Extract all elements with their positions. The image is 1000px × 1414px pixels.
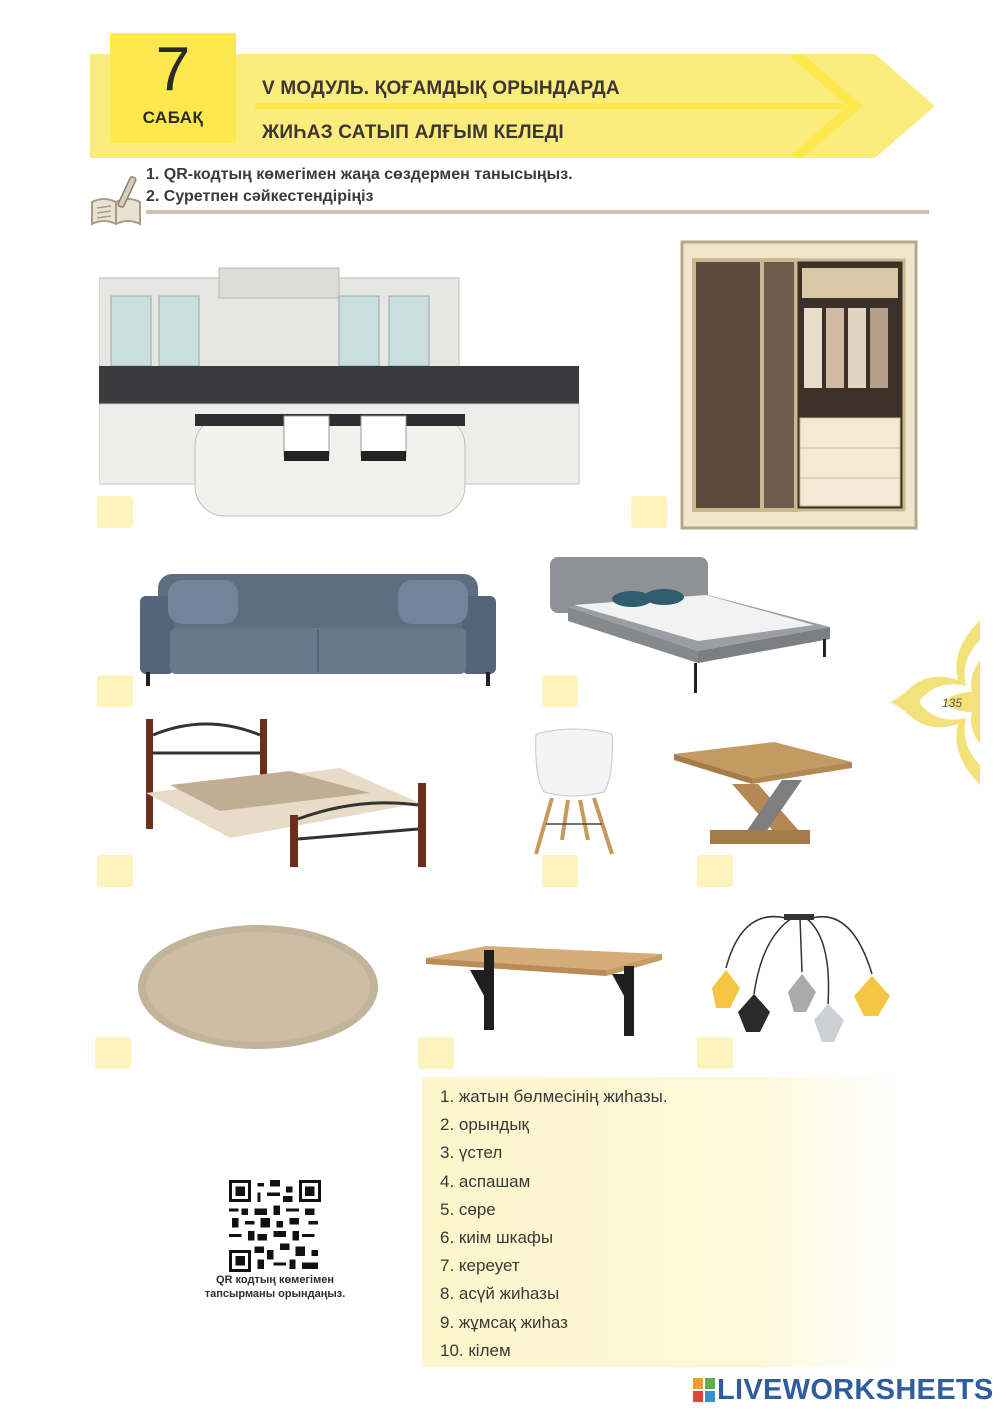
lesson-number: 7 — [155, 35, 191, 104]
qr-caption — [170, 1273, 380, 1301]
answer-box-rug[interactable] — [95, 1037, 131, 1069]
list-item: 8. асүй жиһазы — [440, 1284, 560, 1304]
answer-box-kitchen[interactable] — [97, 496, 133, 528]
sofa-image — [140, 568, 496, 688]
answer-box-wardrobe[interactable] — [631, 496, 667, 528]
list-item: 6. киім шкафы — [440, 1228, 554, 1248]
answer-box-shelf[interactable] — [418, 1037, 454, 1069]
lesson-label: САБАҚ — [142, 108, 204, 127]
live-blocks-icon — [693, 1378, 715, 1402]
page-number: 135 — [942, 696, 963, 710]
list-item: 5. сөре — [440, 1199, 496, 1219]
list-item: 2. орындық — [440, 1115, 529, 1135]
lesson-badge — [110, 33, 236, 143]
kazakh-ornament-icon — [888, 620, 980, 785]
module-title: V МОДУЛЬ. ҚОҒАМДЫҚ ОРЫНДАРДА — [262, 78, 620, 99]
answer-box-upholstered-bed[interactable] — [542, 675, 578, 707]
answer-box-chair[interactable] — [542, 855, 578, 887]
instruction-2: 2. Суретпен сәйкестендіріңіз — [146, 188, 374, 205]
qr-caption-line-1: QR кодтың көмегімен — [216, 1274, 334, 1286]
answer-box-lamp[interactable] — [697, 1037, 733, 1069]
kitchen-image — [99, 266, 581, 520]
upholstered-bed-image — [548, 555, 833, 695]
notebook-pencil-icon — [88, 172, 146, 228]
answer-box-table[interactable] — [697, 855, 733, 887]
list-item: 3. үстел — [440, 1143, 503, 1163]
instruction-1: 1. QR-кодтың көмегімен жаңа сөздермен танысыңыз. — [146, 166, 573, 183]
rug-image — [136, 922, 381, 1052]
divider — [146, 210, 929, 214]
list-item: 4. аспашам — [440, 1171, 531, 1191]
list-item: 9. жұмсақ жиһаз — [440, 1312, 568, 1332]
lesson-title: ЖИҺАЗ САТЫП АЛҒЫМ КЕЛЕДІ — [262, 122, 564, 143]
pendant-lamp-image — [702, 908, 898, 1046]
list-item: 7. кереует — [440, 1256, 520, 1276]
list-item: 10. кілем — [440, 1340, 511, 1360]
list-item: 1. жатын бөлмесінің жиһазы. — [440, 1087, 668, 1106]
wardrobe-image — [680, 238, 918, 530]
answer-box-sofa[interactable] — [97, 675, 133, 707]
qr-code-icon — [229, 1180, 321, 1272]
qr-caption-line-2: тапсырманы орындаңыз. — [204, 1288, 346, 1300]
brand-name: LIVEWORKSHEETS — [717, 1374, 994, 1406]
word-list-panel — [422, 1077, 900, 1367]
word-list — [440, 1083, 668, 1365]
table-image — [674, 740, 852, 848]
shelf-image — [426, 944, 662, 1038]
answer-box-metal-bed[interactable] — [97, 855, 133, 887]
chair-image — [528, 728, 620, 858]
metal-bed-image — [140, 713, 430, 870]
